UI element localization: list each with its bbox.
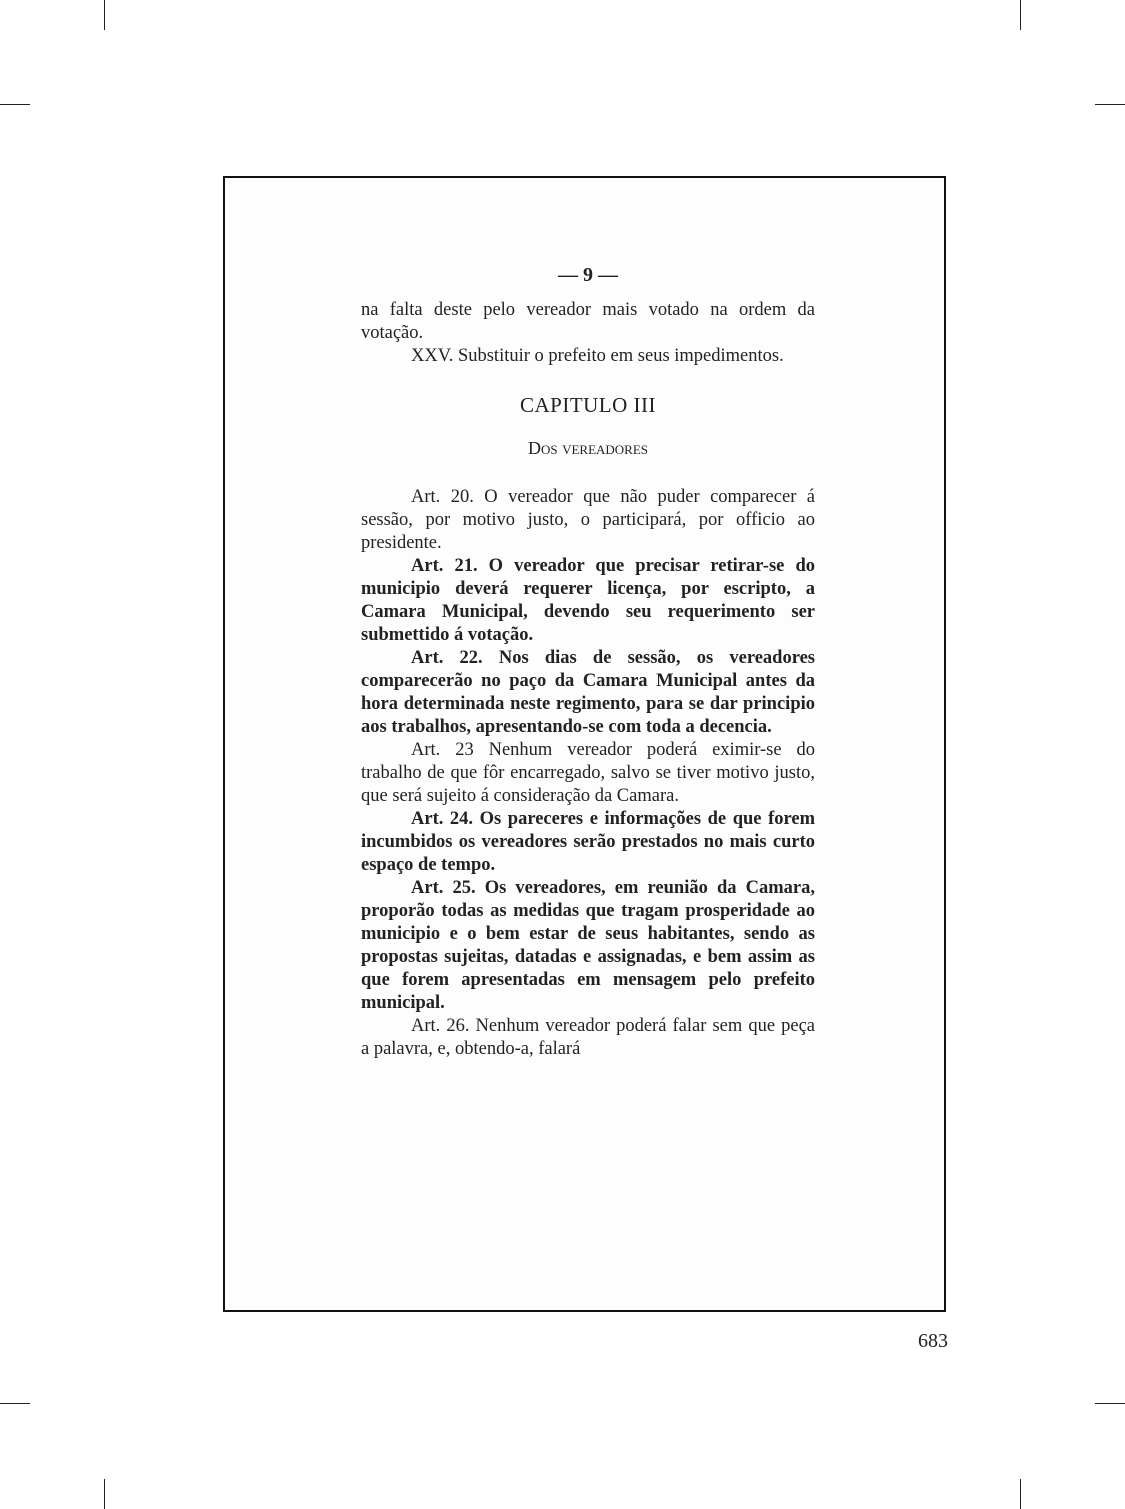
item-xxv: XXV. Substituir o prefeito em seus impedimentos. bbox=[411, 346, 784, 366]
crop-mark-right-top bbox=[1095, 104, 1125, 105]
scanned-page-text bbox=[361, 264, 815, 1061]
chapter-title: CAPITULO III bbox=[519, 393, 657, 417]
article-20: Art. 20. O vereador que não puder comparecer á sessão, por motivo justo, o participará, por officio ao presidente. bbox=[361, 487, 815, 553]
section-title: Dos vereadores bbox=[527, 438, 649, 458]
page-number: 683 bbox=[918, 1330, 948, 1352]
article-22: Art. 22. Nos dias de sessão, os vereadores comparecerão no paço da Camara Municipal antes da hora determinada neste regimento, para se dar principio aos trabalhos, apresentando-se com toda a decencia. bbox=[361, 648, 815, 737]
article-26: Art. 26. Nenhum vereador poderá falar sem que peça a palavra, e, obtendo-a, falará bbox=[361, 1016, 815, 1059]
article-25: Art. 25. Os vereadores, em reunião da Camara, proporão todas as medidas que tragam prosperidade ao municipio e o bem estar de seus habitantes, sendo as propostas sujeitas, datadas e assignadas, e bem assim as que forem apresentadas em mensagem pelo prefeito municipal. bbox=[361, 878, 815, 1013]
crop-mark-bottom-left bbox=[104, 1479, 105, 1509]
continuation-paragraph: na falta deste pelo vereador mais votado na ordem da votação. bbox=[361, 300, 815, 343]
crop-mark-bottom-right bbox=[1020, 1479, 1021, 1509]
article-23: Art. 23 Nenhum vereador poderá eximir-se do trabalho de que fôr encarregado, salvo se tiver motivo justo, que será sujeito á consideração da Camara. bbox=[361, 740, 815, 806]
scanned-page-frame bbox=[223, 176, 946, 1312]
article-21: Art. 21. O vereador que precisar retirar-se do municipio deverá requerer licença, por escripto, a Camara Municipal, devendo seu requerimento ser submettido á votação. bbox=[361, 556, 815, 645]
crop-mark-left-bottom bbox=[0, 1403, 30, 1404]
crop-mark-left-top bbox=[0, 104, 30, 105]
crop-mark-top-left bbox=[104, 0, 105, 30]
crop-mark-right-bottom bbox=[1095, 1403, 1125, 1404]
article-24: Art. 24. Os pareceres e informações de que forem incumbidos os vereadores serão prestados no mais curto espaço de tempo. bbox=[361, 809, 815, 875]
crop-mark-top-right bbox=[1020, 0, 1021, 30]
scan-page-header: — 9 — bbox=[558, 264, 618, 286]
